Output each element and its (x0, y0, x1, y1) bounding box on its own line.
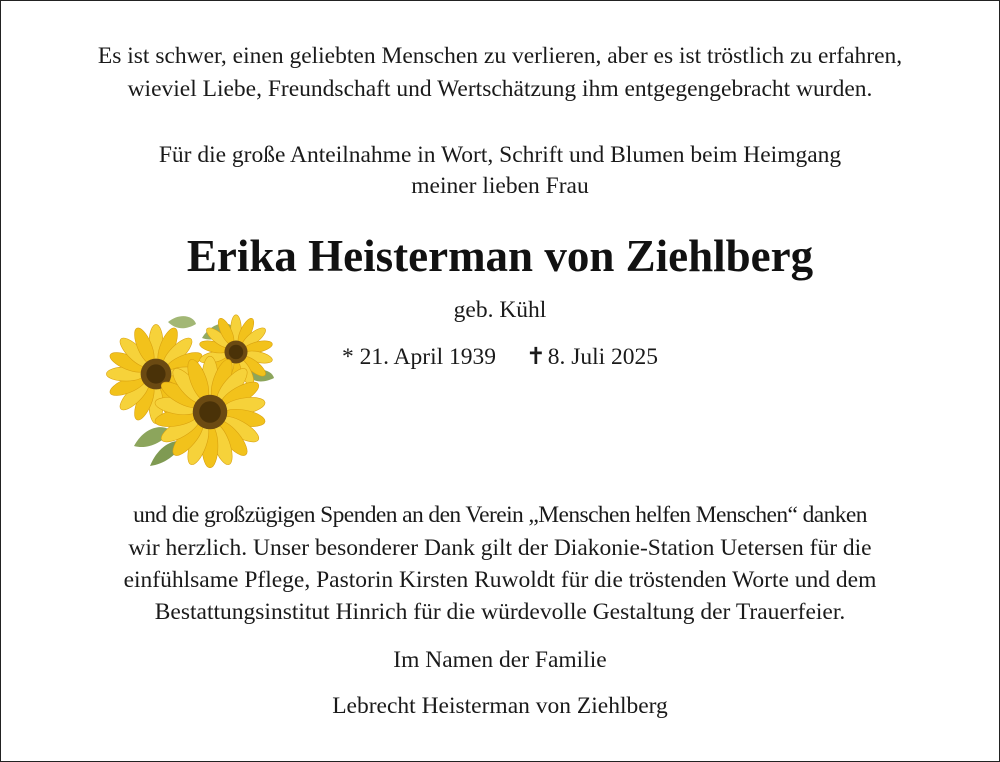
signature: Lebrecht Heisterman von Ziehlberg (332, 693, 668, 719)
on-behalf-of-family: Im Namen der Familie (393, 647, 607, 673)
deceased-name: Erika Heisterman von Ziehlberg (186, 231, 814, 281)
thanks-line-2: meiner lieben Frau (411, 173, 589, 199)
birth-date: * 21. April 1939 (341, 344, 496, 370)
cross-icon: ✝ (526, 344, 546, 370)
body-line-1: und die großzügigen Spenden an den Verein „Menschen helfen Menschen“ danken (133, 502, 867, 528)
body-line-2: wir herzlich. Unser besonderer Dank gilt der Diakonie-Station Uetersen für die (128, 535, 872, 561)
thanks-line-1: Für die große Anteilnahme in Wort, Schrift und Blumen beim Heimgang (158, 142, 842, 168)
sunflower-icon (106, 314, 278, 472)
intro-line-2: wieviel Liebe, Freundschaft und Wertschätzung ihm entgegengebracht wurden. (127, 76, 873, 102)
birth-name: geb. Kühl (453, 297, 547, 323)
body-line-4: Bestattungsinstitut Hinrich für die würdevolle Gestaltung der Trauerfeier. (154, 599, 846, 625)
death-date: 8. Juli 2025 (547, 344, 659, 370)
intro-line-1: Es ist schwer, einen geliebten Menschen zu verlieren, aber es ist tröstlich zu erfahren, (97, 43, 903, 69)
body-line-3: einfühlsame Pflege, Pastorin Kirsten Ruwoldt für die tröstenden Worte und dem (123, 567, 877, 593)
